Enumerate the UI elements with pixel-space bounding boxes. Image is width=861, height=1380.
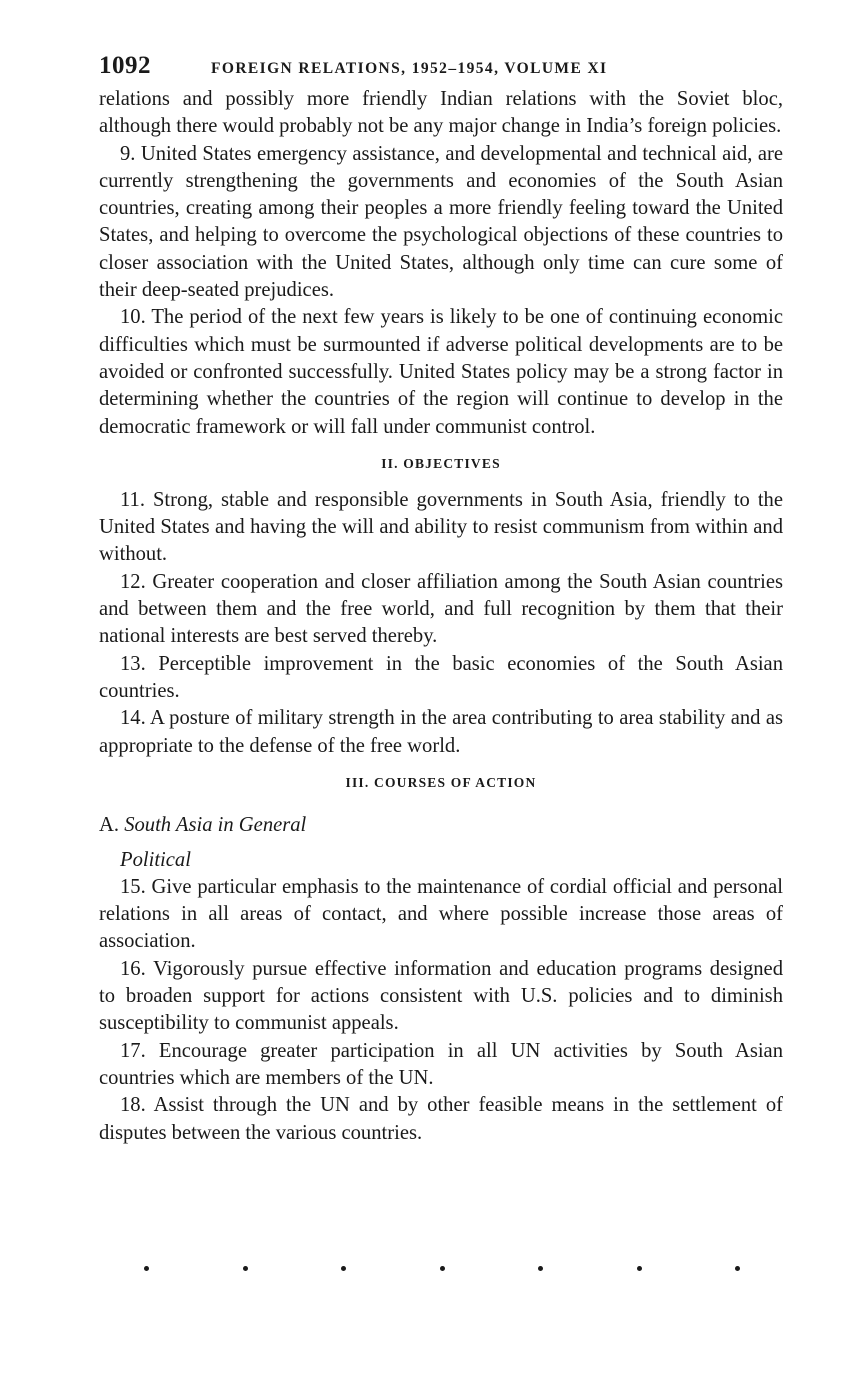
paragraph-18: 18. Assist through the UN and by other feasible means in the settlement of disputes between the various countries. [99, 1094, 783, 1144]
omission-dot [341, 1266, 346, 1271]
paragraph-10: 10. The period of the next few years is likely to be one of continuing economic difficulties which must be surmounted if adverse political developments are to be avoided or confronted successfully. United States policy may be a strong factor in determining whether the countries of the region will continue to develop in the democratic framework or will fall under communist control. [99, 306, 783, 438]
omission-dot [243, 1266, 248, 1271]
section-heading-courses-of-action: III. COURSES OF ACTION [345, 774, 537, 790]
omission-dot [144, 1266, 149, 1271]
subsection-heading-political: Political [120, 848, 191, 871]
paragraph-16: 16. Vigorously pursue effective information and education programs designed to broaden support for actions consistent with U.S. policies and to diminish susceptibility to communist appeals. [99, 957, 783, 1035]
paragraph-13: 13. Perceptible improvement in the basic economies of the South Asian countries. [99, 652, 783, 702]
omission-dot [637, 1266, 642, 1271]
omission-dot [538, 1266, 543, 1271]
document-page [99, 52, 783, 1147]
paragraph-continuation: relations and possibly more friendly Indian relations with the Soviet bloc, although there would probably not be any major change in India’s foreign policies. [99, 88, 783, 138]
paragraph-15: 15. Give particular emphasis to the maintenance of cordial official and personal relations in all areas of contact, and where possible increase those areas of association. [99, 875, 783, 953]
subsection-a-title: South Asia in General [124, 813, 307, 836]
omission-dot [440, 1266, 445, 1271]
paragraph-17: 17. Encourage greater participation in all UN activities by South Asian countries which are members of the UN. [99, 1039, 783, 1089]
paragraph-11: 11. Strong, stable and responsible governments in South Asia, friendly to the United States and having the will and ability to resist communism from within and without. [99, 488, 783, 566]
omission-ellipsis [99, 1258, 783, 1278]
section-heading-objectives: II. OBJECTIVES [381, 455, 501, 471]
paragraph-14: 14. A posture of military strength in the area contributing to area stability and as appropriate to the defense of the free world. [99, 707, 783, 757]
subsection-a-prefix: A. [99, 813, 120, 836]
omission-dot [735, 1266, 740, 1271]
page-number: 1092 [99, 52, 151, 79]
paragraph-9: 9. United States emergency assistance, and developmental and technical aid, are currently strengthening the governments and economies of the South Asian countries, creating among their peoples a more friendly feeling toward the United States, and helping to overcome the psychological objections of these countries to closer association with the United States, although only time can cure some of their deep-seated prejudices. [99, 142, 783, 302]
running-head [99, 52, 783, 86]
running-title: FOREIGN RELATIONS, 1952–1954, VOLUME XI [211, 60, 608, 77]
subsection-heading-a [99, 812, 783, 839]
paragraph-12: 12. Greater cooperation and closer affiliation among the South Asian countries and between them and the free world, and full recognition by them that their national interests are best served thereby. [99, 570, 783, 648]
